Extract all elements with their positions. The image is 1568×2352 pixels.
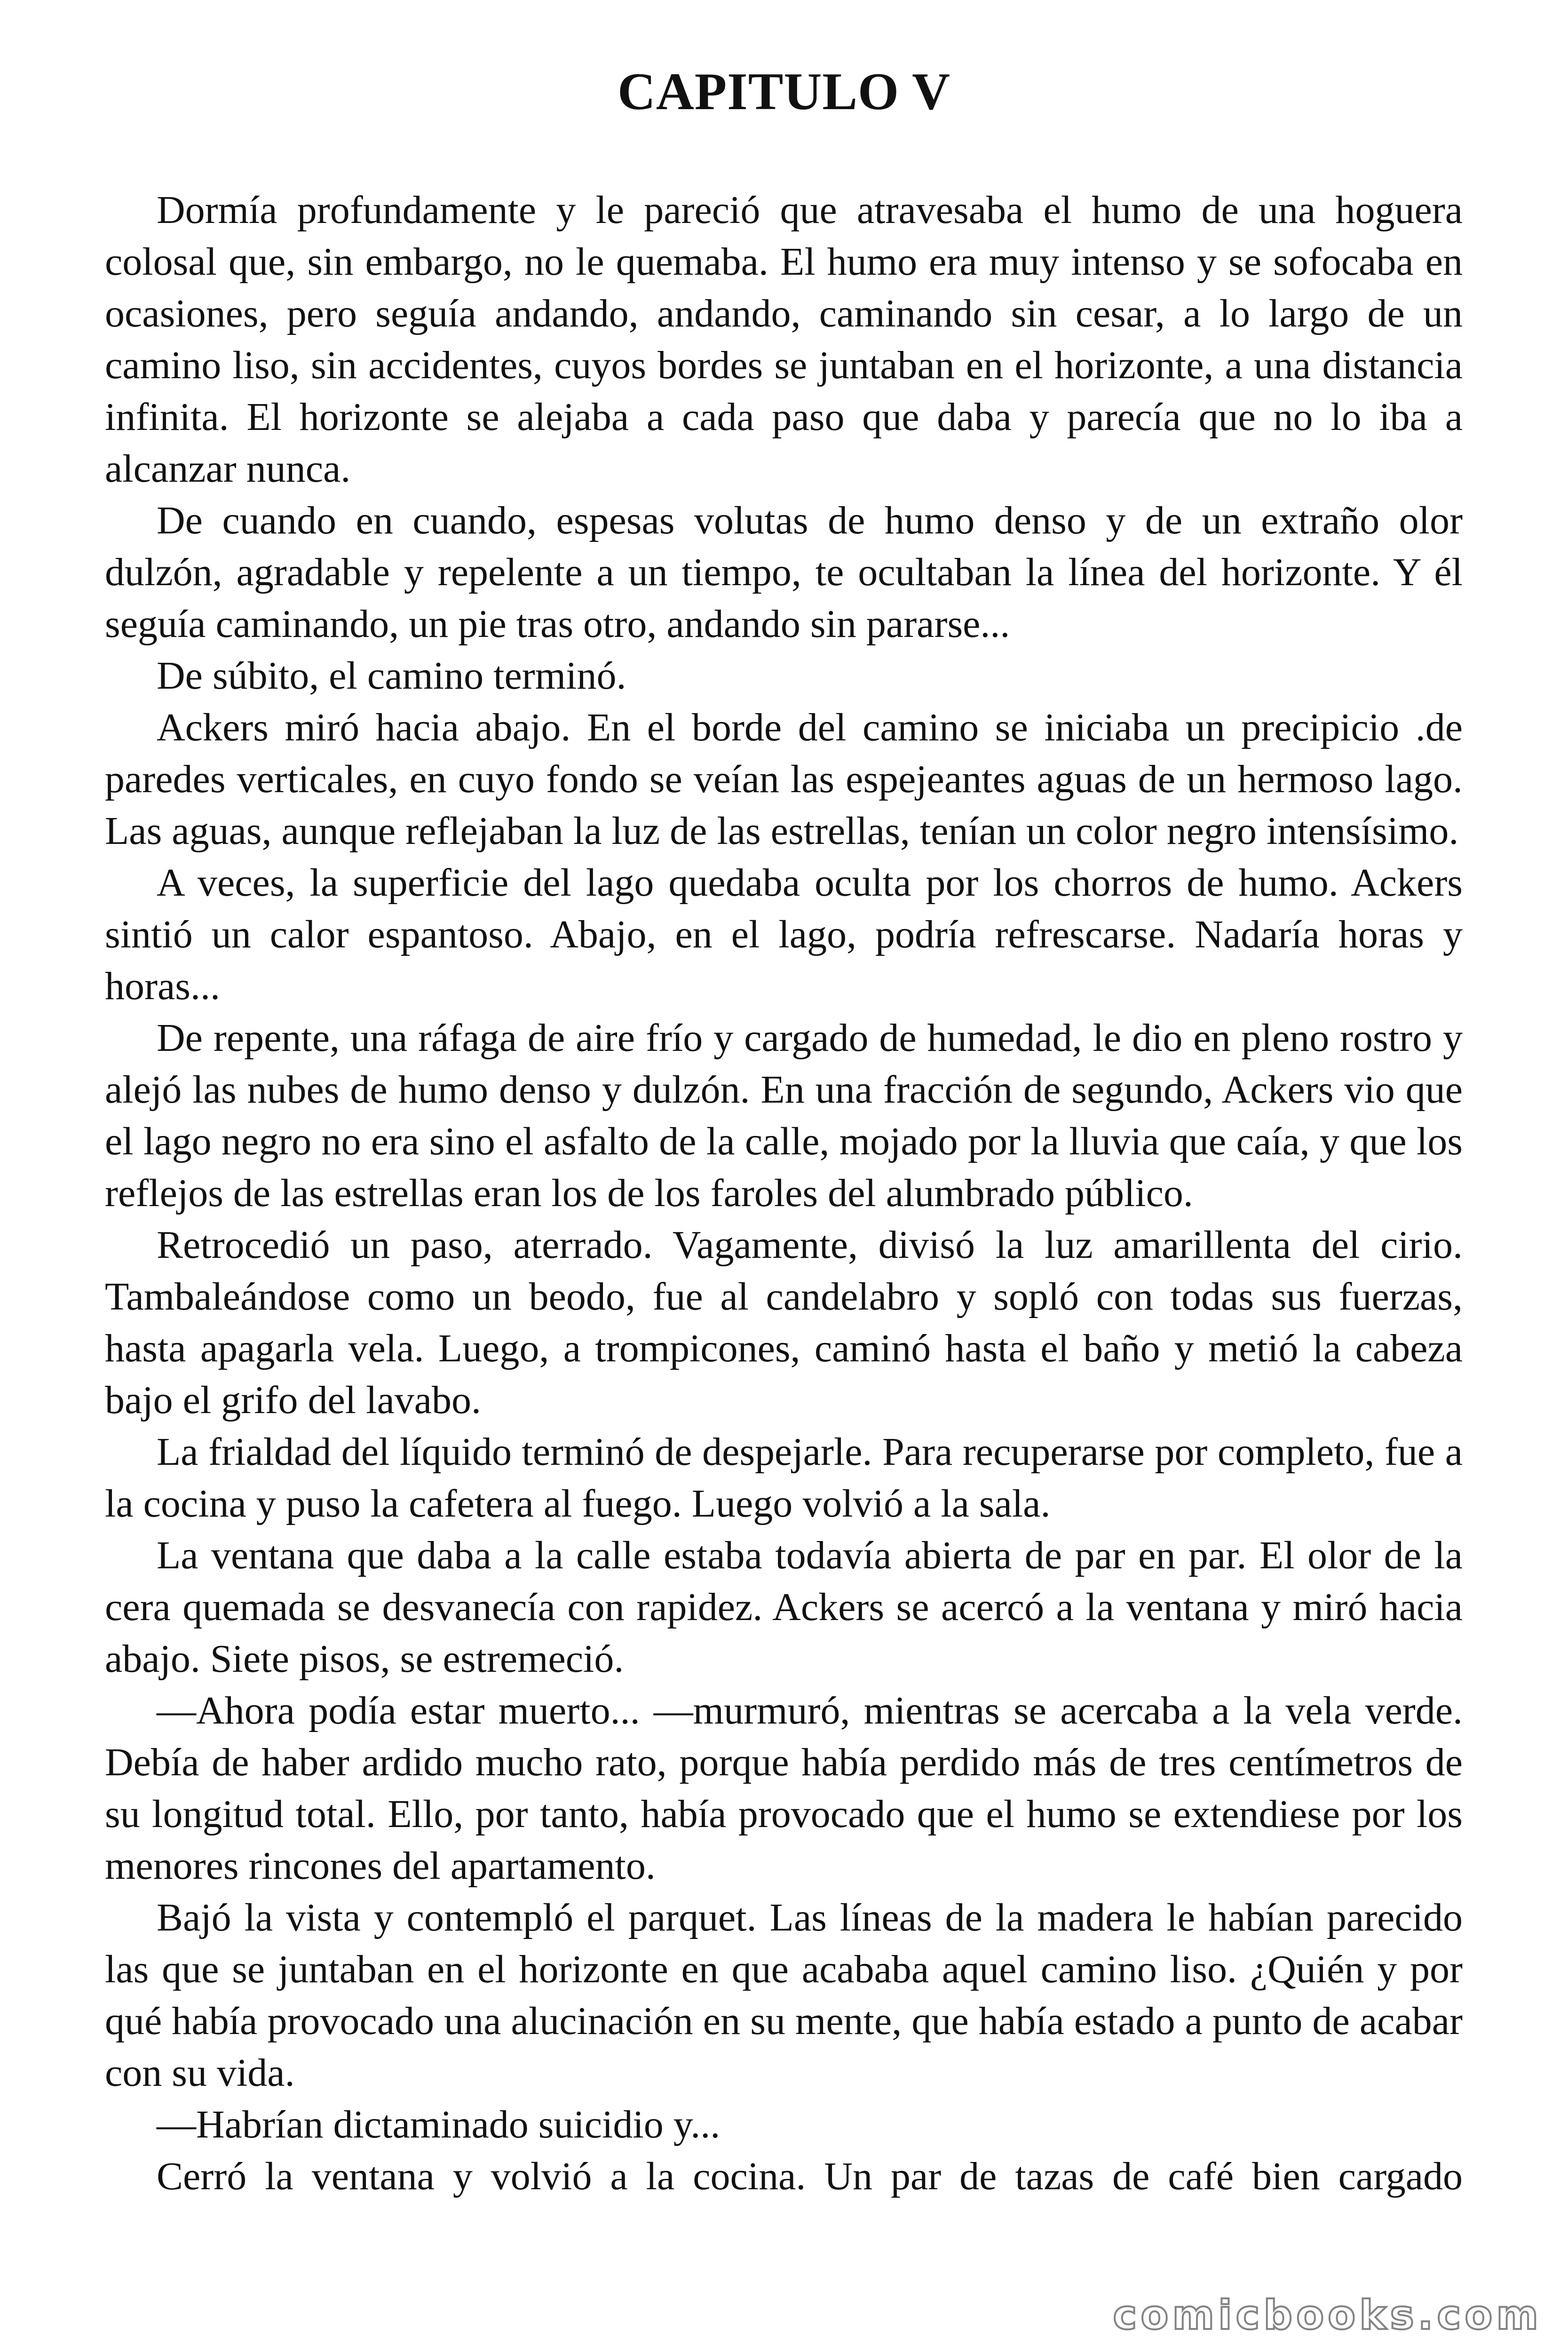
paragraph: Bajó la vista y contempló el parquet. Las líneas de la madera le habían parecido las que se juntaban en el horizonte en que acababa aquel camino liso. ¿Quién y por qué había provocado una alucinación en su mente, que había estado a punto de acabar con su vida. [105,1896,1463,2095]
paragraph: Retrocedió un paso, aterrado. Vagamente, divisó la luz amarillenta del cirio. Tambaleándose como un beodo, fue al candelabro y sopló con todas sus fuerzas, hasta apagarla vela. Luego, a trompicones, caminó hasta el baño y metió la cabeza bajo el grifo del lavabo. [105,1223,1463,1422]
paragraph: De repente, una ráfaga de aire frío y cargado de humedad, le dio en pleno rostro y alejó las nubes de humo denso y dulzón. En una fracción de segundo, Ackers vio que el lago negro no era sino el asfalto de la calle, mojado por la lluvia que caía, y que los reflejos de las estrellas eran los de los faroles del alumbrado público. [105,1016,1463,1215]
chapter-body [105,184,1463,2202]
paragraph: Cerró la ventana y volvió a la cocina. Un par de tazas de café bien cargado [157,2154,1463,2198]
paragraph: A veces, la superficie del lago quedaba oculta por los chorros de humo. Ackers sintió un calor espantoso. Abajo, en el lago, podría refrescarse. Nadaría horas y horas... [105,861,1463,1008]
watermark: comicbooks.com [1113,2292,1542,2339]
paragraph: De súbito, el camino terminó. [157,654,626,698]
paragraph: La ventana que daba a la calle estaba todavía abierta de par en par. El olor de la cera quemada se desvanecía con rapidez. Ackers se acercó a la ventana y miró hacia abajo. Siete pisos, se estremeció. [105,1534,1463,1681]
chapter-title: CAPITULO V [617,63,951,121]
paragraph: Ackers miró hacia abajo. En el borde del camino se iniciaba un precipicio .de paredes verticales, en cuyo fondo se veían las espejeantes aguas de un hermoso lago. Las aguas, aunque reflejaban la luz de las estrellas, tenían un color negro intensísimo. [105,706,1463,853]
paragraph: De cuando en cuando, espesas volutas de humo denso y de un extraño olor dulzón, agradable y repelente a un tiempo, te ocultaban la línea del horizonte. Y él seguía caminando, un pie tras otro, andando sin pararse... [105,499,1463,646]
paragraph: La frialdad del líquido terminó de despejarle. Para recuperarse por completo, fue a la cocina y puso la cafetera al fuego. Luego volvió a la sala. [105,1430,1463,1526]
paragraph: Dormía profundamente y le pareció que atravesaba el humo de una hoguera colosal que, sin embargo, no le quemaba. El humo era muy intenso y se sofocaba en ocasiones, pero seguía andando, andando, caminando sin cesar, a lo largo de un camino liso, sin accidentes, cuyos bordes se juntaban en el horizonte, a una distancia infinita. El horizonte se alejaba a cada paso que daba y parecía que no lo iba a alcanzar nunca. [105,188,1463,491]
paragraph: —Ahora podía estar muerto... —murmuró, mientras se acercaba a la vela verde. Debía de haber ardido mucho rato, porque había perdido más de tres centímetros de su longitud total. Ello, por tanto, había provocado que el humo se extendiese por los menores rincones del apartamento. [105,1689,1463,1888]
paragraph: —Habrían dictaminado suicidio y... [157,2103,721,2146]
